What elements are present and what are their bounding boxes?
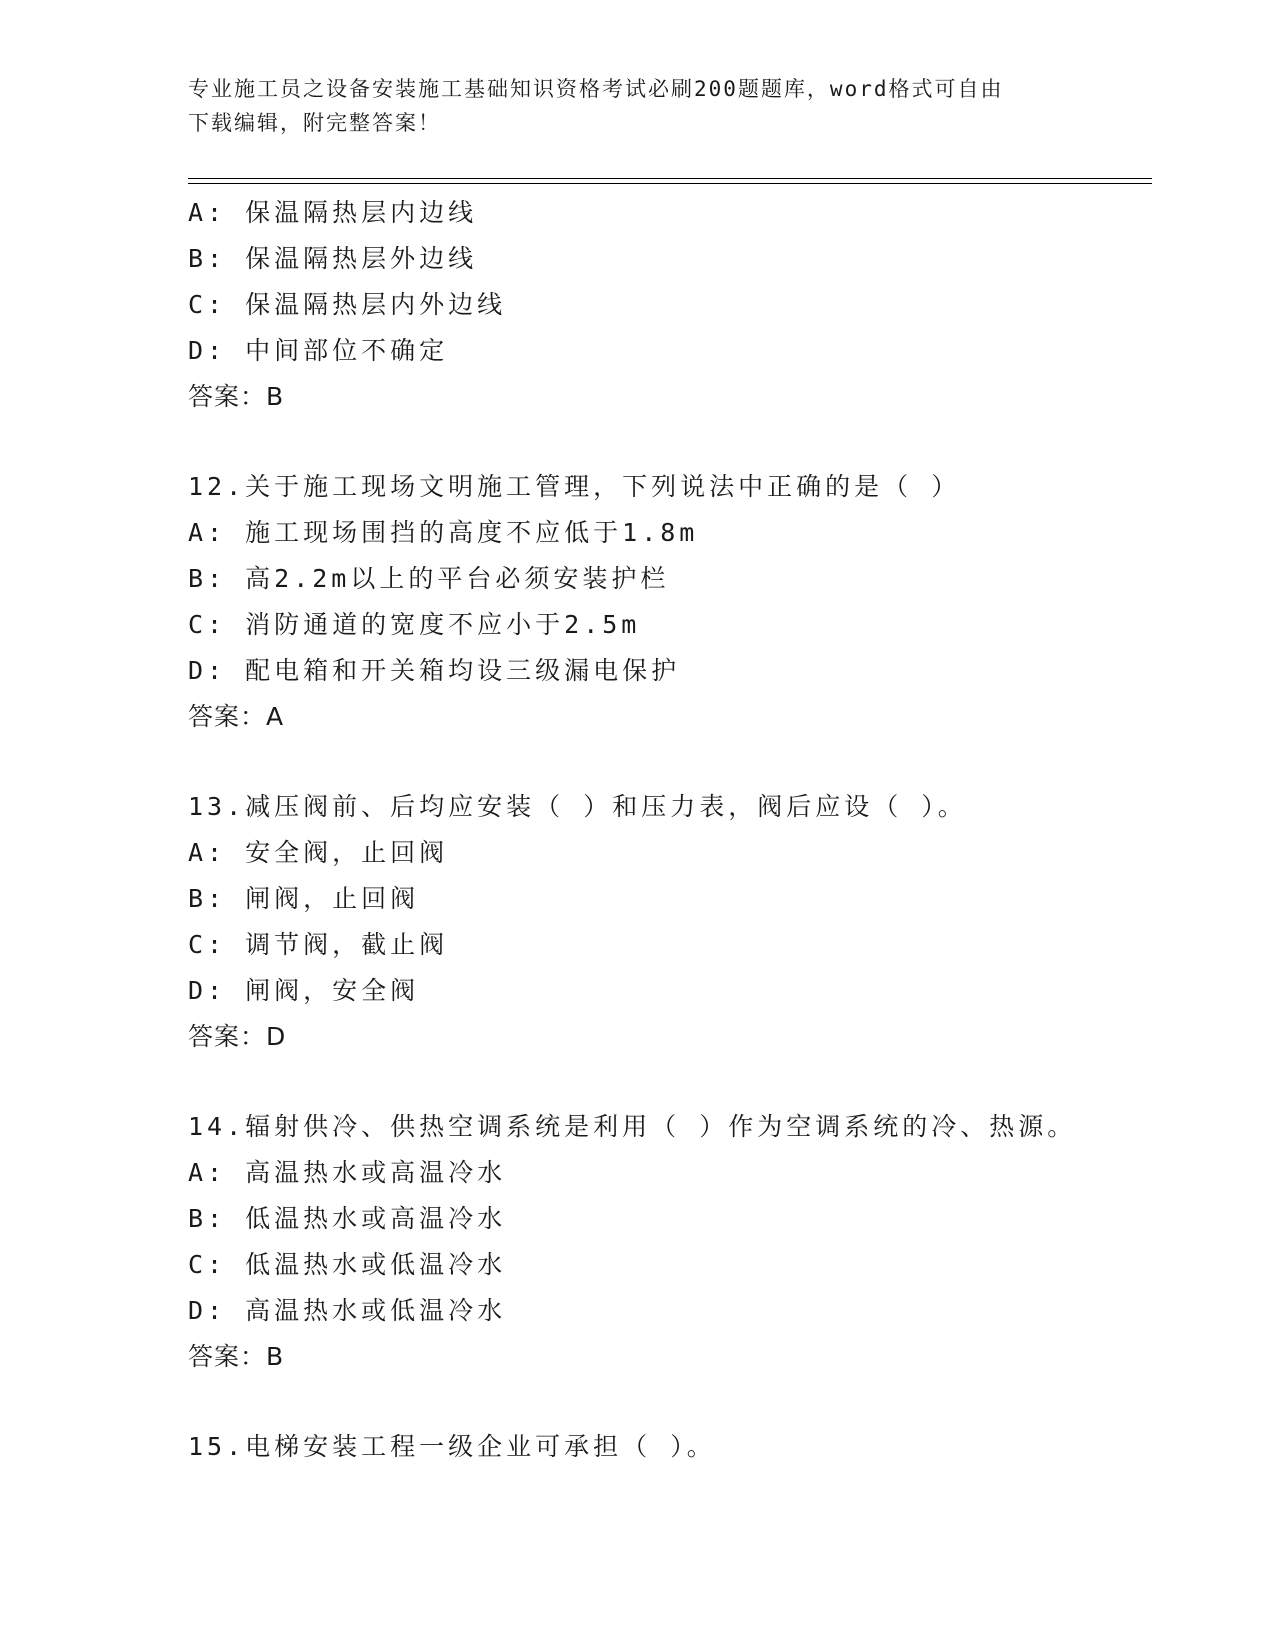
question-spacer [188,420,1148,464]
header-rule-bottom [188,183,1152,184]
q14-option-c: C: 低温热水或低温冷水 [188,1250,507,1279]
question-11 [188,190,1148,420]
q15-stem: 15.电梯安装工程一级企业可承担（ ）。 [188,1432,716,1461]
q12-option-a: A: 施工现场围挡的高度不应低于1.8m [188,518,699,547]
q11-option-a: A: 保温隔热层内边线 [188,198,478,227]
q13-option-a: A: 安全阀，止回阀 [188,838,449,867]
q14-option-b: B: 低温热水或高温冷水 [188,1204,507,1233]
question-spacer [188,1060,1148,1104]
document-header [188,72,1068,140]
q13-stem: 13.减压阀前、后均应安装（ ）和压力表，阀后应设（ ）。 [188,792,967,821]
question-13 [188,784,1148,1060]
question-list [188,190,1148,1470]
q12-stem: 12.关于施工现场文明施工管理，下列说法中正确的是（ ） [188,472,961,501]
q13-option-d: D: 闸阀，安全阀 [188,976,420,1005]
q11-answer: 答案：B [188,382,285,411]
q14-option-a: A: 高温热水或高温冷水 [188,1158,507,1187]
q12-option-d: D: 配电箱和开关箱均设三级漏电保护 [188,656,681,685]
q14-stem: 14.辐射供冷、供热空调系统是利用（ ）作为空调系统的冷、热源。 [188,1112,1077,1141]
question-15 [188,1424,1148,1470]
q14-option-d: D: 高温热水或低温冷水 [188,1296,507,1325]
q13-answer: 答案：D [188,1022,287,1051]
q11-option-b: B: 保温隔热层外边线 [188,244,478,273]
header-rule-top [188,178,1152,179]
q13-option-c: C: 调节阀，截止阀 [188,930,449,959]
q12-option-c: C: 消防通道的宽度不应小于2.5m [188,610,641,639]
question-14 [188,1104,1148,1380]
question-12 [188,464,1148,740]
q12-answer: 答案：A [188,702,285,731]
question-spacer [188,1380,1148,1424]
question-spacer [188,740,1148,784]
q12-option-b: B: 高2.2m以上的平台必须安装护栏 [188,564,670,593]
q11-option-c: C: 保温隔热层内外边线 [188,290,507,319]
q11-option-d: D: 中间部位不确定 [188,336,449,365]
q14-answer: 答案：B [188,1342,285,1371]
header-title-line-2: 下载编辑，附完整答案！ [188,111,441,135]
q13-option-b: B: 闸阀，止回阀 [188,884,420,913]
header-title-line-1: 专业施工员之设备安装施工基础知识资格考试必刷200题题库，word格式可自由 [188,77,1004,101]
